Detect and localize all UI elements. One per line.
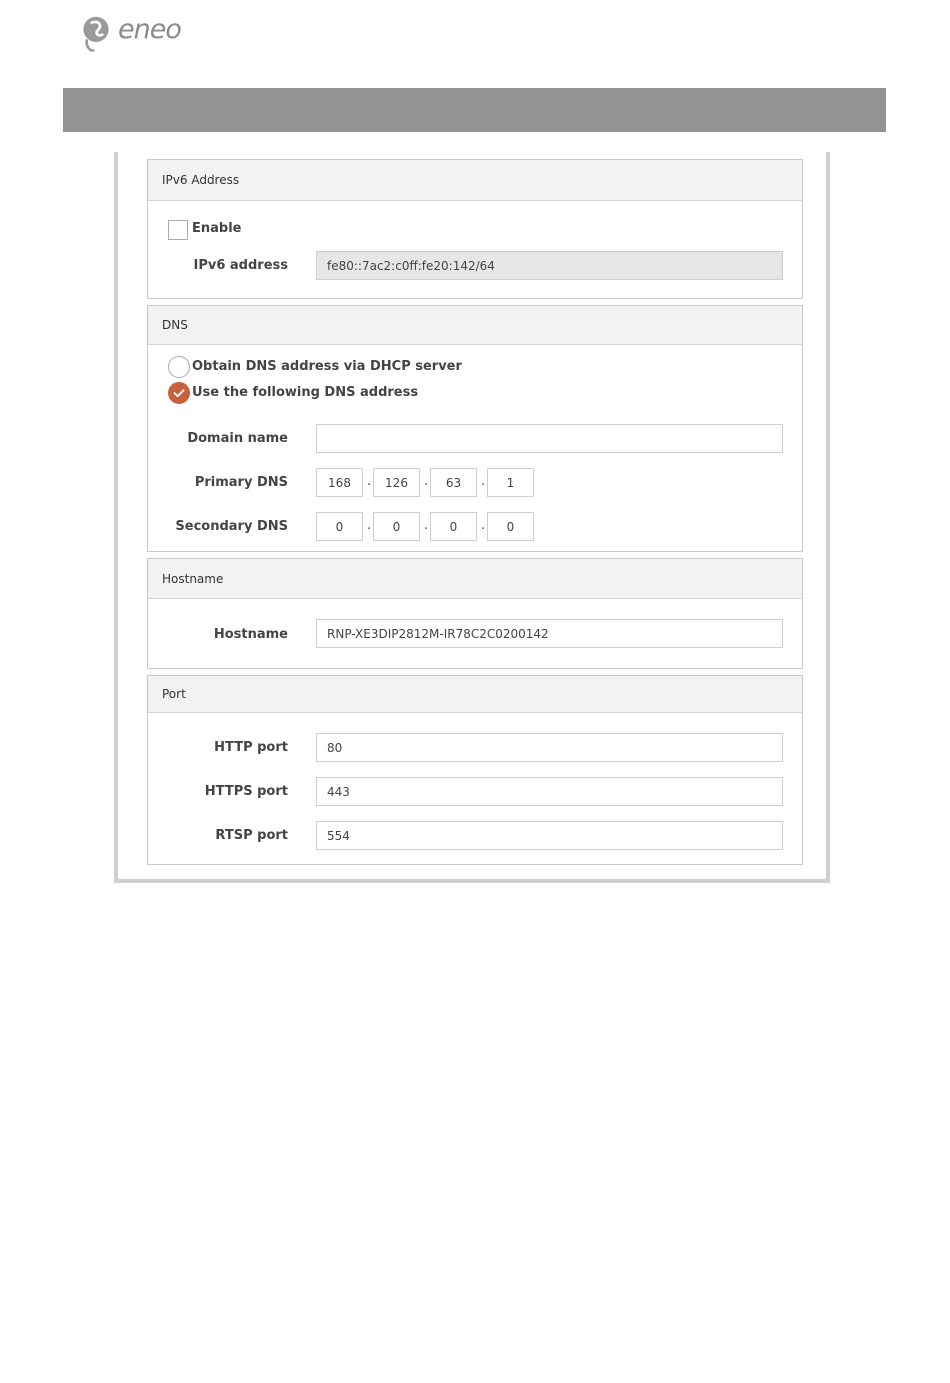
secondary-dns-octet-1[interactable]: 0 [316, 512, 363, 541]
https-port-value: 443 [327, 784, 350, 799]
hostname-panel-header [148, 559, 802, 599]
primary-dns-octet-2[interactable]: 126 [373, 468, 420, 497]
ipv6-address-field [316, 251, 783, 280]
primary-dns-label: Primary DNS [194, 475, 288, 490]
dns-manual-label: Use the following DNS address [192, 385, 419, 400]
octet-separator: . [367, 474, 372, 489]
octet-separator: . [481, 474, 486, 489]
hostname-panel-title: Hostname [162, 571, 224, 586]
primary-dns-octet-3[interactable]: 63 [430, 468, 477, 497]
octet-separator: . [424, 474, 429, 489]
https-port-label: HTTPS port [204, 784, 288, 799]
hostname-panel [147, 558, 803, 669]
secondary-dns-octet-3[interactable]: 0 [430, 512, 477, 541]
rtsp-port-input[interactable] [316, 821, 783, 850]
eneo-logo [78, 12, 114, 54]
secondary-dns-label: Secondary DNS [175, 519, 288, 534]
ipv6-enable-checkbox[interactable] [168, 220, 188, 240]
domain-name-label: Domain name [187, 431, 288, 446]
http-port-input[interactable] [316, 733, 783, 762]
checkmark-icon [169, 383, 189, 403]
http-port-value: 80 [327, 740, 343, 755]
secondary-dns-octet-2[interactable]: 0 [373, 512, 420, 541]
primary-dns-octet-1[interactable]: 168 [316, 468, 363, 497]
hostname-label: Hostname [213, 627, 288, 642]
ipv6-enable-label: Enable [192, 221, 242, 236]
port-panel [147, 675, 803, 865]
ipv6-panel-header [148, 160, 802, 201]
port-panel-title: Port [162, 687, 186, 701]
dns-dhcp-label: Obtain DNS address via DHCP server [192, 359, 462, 374]
header-banner [63, 88, 886, 132]
hostname-value: RNP-XE3DIP2812M-IR78C2C0200142 [327, 626, 549, 641]
octet-separator: . [367, 518, 372, 533]
octet-separator: . [481, 518, 486, 533]
ipv6-address-value: fe80::7ac2:c0ff:fe20:142/64 [327, 258, 495, 273]
brand-wordmark: eneo [118, 14, 181, 45]
octet-separator: . [424, 518, 429, 533]
primary-dns-octet-4[interactable]: 1 [487, 468, 534, 497]
dns-panel [147, 305, 803, 552]
domain-name-input[interactable] [316, 424, 783, 453]
rtsp-port-label: RTSP port [215, 828, 288, 843]
http-port-label: HTTP port [214, 740, 288, 755]
dns-panel-header [148, 306, 802, 345]
ipv6-panel [147, 159, 803, 299]
ipv6-address-label: IPv6 address [193, 258, 288, 273]
ipv6-panel-title: IPv6 Address [162, 173, 240, 187]
port-panel-header [148, 676, 802, 713]
dns-panel-title: DNS [162, 318, 188, 332]
dns-dhcp-radio[interactable] [168, 356, 190, 378]
hostname-input[interactable] [316, 619, 783, 648]
secondary-dns-octet-4[interactable]: 0 [487, 512, 534, 541]
https-port-input[interactable] [316, 777, 783, 806]
rtsp-port-value: 554 [327, 828, 350, 843]
dns-manual-radio[interactable] [168, 382, 190, 404]
